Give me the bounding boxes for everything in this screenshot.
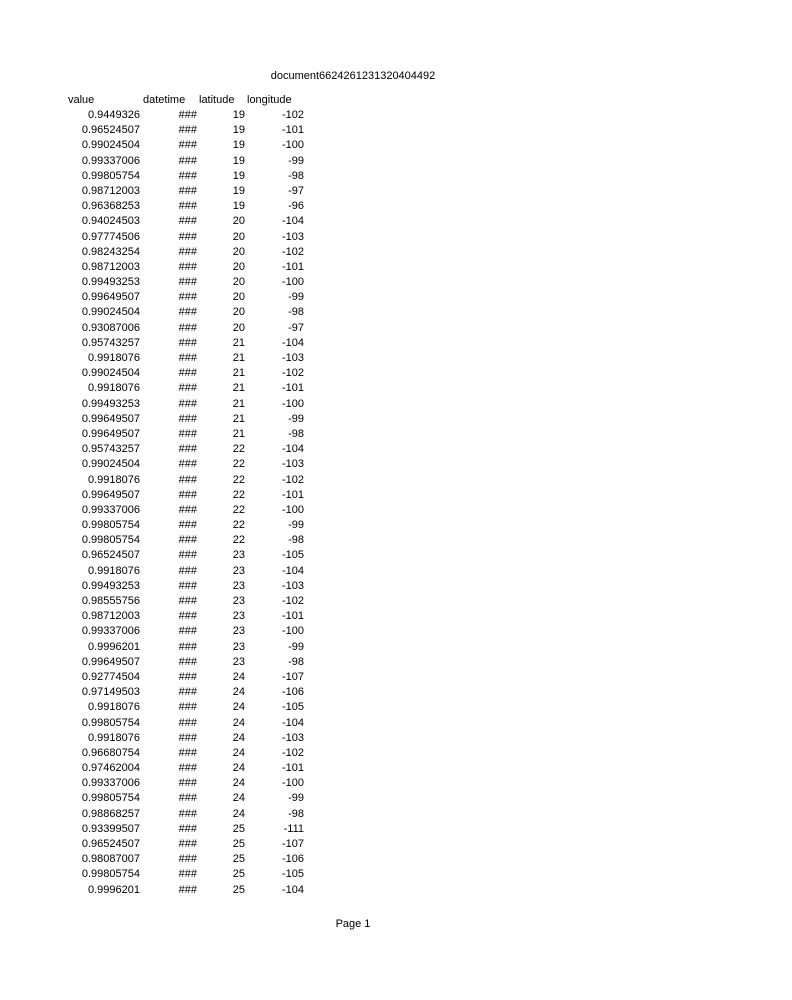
cell-latitude: 25 bbox=[232, 853, 245, 866]
cell-longitude: -98 bbox=[288, 534, 304, 547]
cell-datetime: ### bbox=[178, 488, 197, 501]
cell-longitude: -103 bbox=[281, 458, 304, 471]
cell-longitude: -106 bbox=[281, 686, 304, 699]
cell-value: 0.99493253 bbox=[81, 579, 140, 592]
table-row bbox=[0, 807, 400, 822]
cell-longitude: -98 bbox=[288, 306, 304, 319]
cell-datetime: ### bbox=[178, 883, 197, 896]
table-row bbox=[0, 442, 400, 457]
cell-value: 0.93399507 bbox=[81, 822, 140, 835]
table-row bbox=[0, 791, 400, 806]
cell-latitude: 23 bbox=[232, 655, 245, 668]
cell-datetime: ### bbox=[178, 549, 197, 562]
cell-longitude: -100 bbox=[281, 276, 304, 289]
header-datetime: datetime bbox=[143, 94, 186, 106]
cell-value: 0.9996201 bbox=[88, 883, 140, 896]
cell-latitude: 19 bbox=[232, 124, 245, 137]
cell-value: 0.99337006 bbox=[81, 777, 140, 790]
table-row bbox=[0, 427, 400, 442]
cell-longitude: -102 bbox=[281, 367, 304, 380]
table-row bbox=[0, 716, 400, 731]
cell-datetime: ### bbox=[178, 169, 197, 182]
table-row bbox=[0, 670, 400, 685]
table-row bbox=[0, 837, 400, 852]
cell-value: 0.9918076 bbox=[88, 352, 140, 364]
cell-value: 0.99649507 bbox=[81, 427, 140, 440]
cell-datetime: ### bbox=[178, 701, 197, 714]
cell-datetime: ### bbox=[178, 427, 197, 440]
cell-datetime: ### bbox=[178, 670, 197, 683]
table-row bbox=[0, 123, 400, 138]
cell-latitude: 24 bbox=[232, 716, 245, 729]
cell-longitude: -104 bbox=[281, 716, 304, 729]
cell-longitude: -99 bbox=[288, 412, 304, 425]
cell-longitude: -99 bbox=[288, 154, 304, 167]
cell-latitude: 21 bbox=[232, 367, 245, 380]
cell-value: 0.9918076 bbox=[88, 564, 140, 577]
cell-value: 0.95743257 bbox=[81, 336, 140, 349]
cell-latitude: 20 bbox=[232, 245, 245, 258]
header-value: value bbox=[68, 94, 95, 106]
table-row bbox=[0, 397, 400, 412]
table-row bbox=[0, 351, 400, 366]
cell-latitude: 20 bbox=[232, 215, 245, 228]
cell-value: 0.93087006 bbox=[81, 321, 140, 334]
table-row bbox=[0, 640, 400, 655]
cell-longitude: -96 bbox=[288, 200, 304, 213]
cell-latitude: 21 bbox=[232, 352, 245, 364]
table-row bbox=[0, 731, 400, 746]
cell-longitude: -101 bbox=[281, 610, 304, 623]
cell-value: 0.99024504 bbox=[81, 139, 140, 152]
cell-datetime: ### bbox=[178, 412, 197, 425]
cell-value: 0.96368253 bbox=[81, 200, 140, 213]
table-row bbox=[0, 488, 400, 503]
table-row bbox=[0, 290, 400, 305]
cell-latitude: 22 bbox=[232, 458, 245, 471]
table-row bbox=[0, 746, 400, 761]
cell-longitude: -97 bbox=[288, 321, 304, 334]
cell-longitude: -111 bbox=[283, 822, 304, 835]
cell-latitude: 23 bbox=[232, 564, 245, 577]
cell-datetime: ### bbox=[178, 109, 197, 121]
cell-datetime: ### bbox=[178, 579, 197, 592]
cell-longitude: -100 bbox=[281, 139, 304, 152]
cell-latitude: 23 bbox=[232, 640, 245, 653]
cell-latitude: 21 bbox=[232, 412, 245, 425]
table-row bbox=[0, 336, 400, 351]
table-row bbox=[0, 503, 400, 518]
cell-latitude: 20 bbox=[232, 306, 245, 319]
cell-longitude: -107 bbox=[281, 670, 304, 683]
table-row bbox=[0, 761, 400, 776]
cell-latitude: 19 bbox=[232, 200, 245, 213]
cell-latitude: 19 bbox=[232, 109, 245, 121]
cell-value: 0.96680754 bbox=[81, 746, 140, 759]
cell-longitude: -99 bbox=[288, 519, 304, 532]
cell-value: 0.98087007 bbox=[81, 853, 140, 866]
cell-datetime: ### bbox=[178, 230, 197, 243]
cell-latitude: 20 bbox=[232, 276, 245, 289]
cell-value: 0.98243254 bbox=[81, 245, 140, 258]
table-row bbox=[0, 473, 400, 488]
table-row bbox=[0, 214, 400, 229]
table-row bbox=[0, 199, 400, 214]
cell-longitude: -99 bbox=[288, 792, 304, 805]
document-title: document6624261231320404492 bbox=[270, 70, 436, 82]
table-row bbox=[0, 548, 400, 563]
cell-longitude: -101 bbox=[281, 260, 304, 273]
cell-latitude: 20 bbox=[232, 291, 245, 304]
cell-value: 0.99337006 bbox=[81, 625, 140, 638]
table-row bbox=[0, 564, 400, 579]
cell-longitude: -101 bbox=[281, 382, 304, 395]
cell-latitude: 20 bbox=[232, 260, 245, 273]
cell-latitude: 22 bbox=[232, 503, 245, 516]
cell-datetime: ### bbox=[178, 200, 197, 213]
cell-latitude: 19 bbox=[232, 169, 245, 182]
cell-longitude: -97 bbox=[288, 184, 304, 197]
cell-longitude: -103 bbox=[281, 230, 304, 243]
table-body bbox=[0, 108, 400, 898]
cell-longitude: -104 bbox=[281, 336, 304, 349]
cell-value: 0.92774504 bbox=[81, 670, 140, 683]
table-row bbox=[0, 260, 400, 275]
cell-longitude: -105 bbox=[281, 868, 304, 881]
table-row bbox=[0, 852, 400, 867]
cell-longitude: -101 bbox=[281, 488, 304, 501]
cell-latitude: 23 bbox=[232, 625, 245, 638]
cell-latitude: 24 bbox=[232, 670, 245, 683]
cell-longitude: -102 bbox=[281, 245, 304, 258]
cell-datetime: ### bbox=[178, 367, 197, 380]
cell-longitude: -99 bbox=[288, 640, 304, 653]
header-longitude: longitude bbox=[247, 94, 292, 106]
cell-longitude: -100 bbox=[281, 503, 304, 516]
cell-value: 0.96524507 bbox=[81, 124, 140, 137]
cell-longitude: -103 bbox=[281, 731, 304, 744]
cell-datetime: ### bbox=[178, 245, 197, 258]
cell-longitude: -103 bbox=[281, 352, 304, 364]
table-row bbox=[0, 245, 400, 260]
table-row bbox=[0, 412, 400, 427]
cell-value: 0.99493253 bbox=[81, 397, 140, 410]
cell-longitude: -100 bbox=[281, 777, 304, 790]
header-latitude: latitude bbox=[199, 94, 235, 106]
cell-datetime: ### bbox=[178, 382, 197, 395]
cell-latitude: 22 bbox=[232, 473, 245, 486]
cell-latitude: 24 bbox=[232, 701, 245, 714]
table-row bbox=[0, 776, 400, 791]
page-number: Page 1 bbox=[335, 918, 371, 930]
cell-datetime: ### bbox=[178, 534, 197, 547]
table-row bbox=[0, 685, 400, 700]
cell-longitude: -100 bbox=[281, 397, 304, 410]
cell-longitude: -98 bbox=[288, 655, 304, 668]
cell-value: 0.99337006 bbox=[81, 503, 140, 516]
cell-datetime: ### bbox=[178, 184, 197, 197]
cell-longitude: -103 bbox=[281, 579, 304, 592]
cell-latitude: 23 bbox=[232, 595, 245, 607]
table-row bbox=[0, 169, 400, 184]
cell-datetime: ### bbox=[178, 731, 197, 744]
table-row bbox=[0, 381, 400, 396]
cell-value: 0.99805754 bbox=[81, 169, 140, 182]
cell-latitude: 21 bbox=[232, 427, 245, 440]
cell-value: 0.99805754 bbox=[81, 716, 140, 729]
table-row bbox=[0, 655, 400, 670]
cell-datetime: ### bbox=[178, 762, 197, 775]
cell-longitude: -98 bbox=[288, 169, 304, 182]
cell-latitude: 21 bbox=[232, 336, 245, 349]
table-row bbox=[0, 594, 400, 609]
cell-longitude: -104 bbox=[281, 564, 304, 577]
cell-value: 0.97149503 bbox=[81, 686, 140, 699]
cell-datetime: ### bbox=[178, 473, 197, 486]
cell-latitude: 25 bbox=[232, 822, 245, 835]
table-row bbox=[0, 457, 400, 472]
cell-value: 0.9918076 bbox=[88, 701, 140, 714]
cell-longitude: -102 bbox=[281, 109, 304, 121]
table-row bbox=[0, 275, 400, 290]
cell-value: 0.97462004 bbox=[81, 762, 140, 775]
cell-value: 0.97774506 bbox=[81, 230, 140, 243]
cell-latitude: 21 bbox=[232, 397, 245, 410]
cell-longitude: -105 bbox=[281, 549, 304, 562]
cell-latitude: 24 bbox=[232, 731, 245, 744]
cell-value: 0.99493253 bbox=[81, 276, 140, 289]
cell-datetime: ### bbox=[178, 625, 197, 638]
cell-datetime: ### bbox=[178, 139, 197, 152]
cell-latitude: 24 bbox=[232, 792, 245, 805]
cell-longitude: -102 bbox=[281, 473, 304, 486]
cell-value: 0.98712003 bbox=[81, 184, 140, 197]
cell-value: 0.99805754 bbox=[81, 868, 140, 881]
cell-longitude: -105 bbox=[281, 701, 304, 714]
cell-latitude: 20 bbox=[232, 230, 245, 243]
cell-latitude: 23 bbox=[232, 579, 245, 592]
cell-longitude: -101 bbox=[281, 124, 304, 137]
cell-value: 0.99024504 bbox=[81, 367, 140, 380]
cell-datetime: ### bbox=[178, 215, 197, 228]
cell-longitude: -107 bbox=[281, 838, 304, 850]
cell-value: 0.99805754 bbox=[81, 519, 140, 532]
cell-datetime: ### bbox=[178, 124, 197, 137]
cell-value: 0.98868257 bbox=[81, 807, 140, 820]
cell-latitude: 20 bbox=[232, 321, 245, 334]
cell-value: 0.99649507 bbox=[81, 291, 140, 304]
cell-datetime: ### bbox=[178, 792, 197, 805]
cell-latitude: 24 bbox=[232, 762, 245, 775]
cell-longitude: -104 bbox=[281, 443, 304, 456]
cell-datetime: ### bbox=[178, 291, 197, 304]
table-row bbox=[0, 609, 400, 624]
cell-datetime: ### bbox=[178, 336, 197, 349]
table-row bbox=[0, 154, 400, 169]
table-row bbox=[0, 305, 400, 320]
table-row bbox=[0, 700, 400, 715]
cell-latitude: 19 bbox=[232, 139, 245, 152]
cell-longitude: -102 bbox=[281, 746, 304, 759]
cell-datetime: ### bbox=[178, 853, 197, 866]
cell-value: 0.99337006 bbox=[81, 154, 140, 167]
cell-datetime: ### bbox=[178, 397, 197, 410]
table-row bbox=[0, 108, 400, 123]
cell-datetime: ### bbox=[178, 777, 197, 790]
cell-value: 0.99649507 bbox=[81, 412, 140, 425]
cell-value: 0.94024503 bbox=[81, 215, 140, 228]
cell-value: 0.9918076 bbox=[88, 473, 140, 486]
cell-longitude: -98 bbox=[288, 427, 304, 440]
cell-latitude: 24 bbox=[232, 777, 245, 790]
cell-longitude: -106 bbox=[281, 853, 304, 866]
cell-datetime: ### bbox=[178, 503, 197, 516]
cell-longitude: -99 bbox=[288, 291, 304, 304]
cell-longitude: -101 bbox=[281, 762, 304, 775]
cell-latitude: 22 bbox=[232, 519, 245, 532]
cell-longitude: -104 bbox=[281, 215, 304, 228]
cell-value: 0.98555756 bbox=[81, 595, 140, 607]
cell-value: 0.99649507 bbox=[81, 655, 140, 668]
cell-datetime: ### bbox=[178, 686, 197, 699]
cell-value: 0.9918076 bbox=[88, 382, 140, 395]
cell-datetime: ### bbox=[178, 838, 197, 850]
cell-datetime: ### bbox=[178, 458, 197, 471]
cell-datetime: ### bbox=[178, 716, 197, 729]
cell-value: 0.99024504 bbox=[81, 458, 140, 471]
cell-datetime: ### bbox=[178, 746, 197, 759]
cell-datetime: ### bbox=[178, 640, 197, 653]
cell-datetime: ### bbox=[178, 443, 197, 456]
cell-datetime: ### bbox=[178, 154, 197, 167]
cell-longitude: -104 bbox=[281, 883, 304, 896]
cell-datetime: ### bbox=[178, 564, 197, 577]
cell-datetime: ### bbox=[178, 868, 197, 881]
cell-value: 0.95743257 bbox=[81, 443, 140, 456]
cell-value: 0.96524507 bbox=[81, 838, 140, 850]
table-row bbox=[0, 518, 400, 533]
cell-value: 0.99024504 bbox=[81, 306, 140, 319]
cell-latitude: 23 bbox=[232, 549, 245, 562]
cell-datetime: ### bbox=[178, 807, 197, 820]
cell-latitude: 22 bbox=[232, 443, 245, 456]
cell-datetime: ### bbox=[178, 655, 197, 668]
table-row bbox=[0, 867, 400, 882]
table-row bbox=[0, 579, 400, 594]
cell-longitude: -100 bbox=[281, 625, 304, 638]
cell-datetime: ### bbox=[178, 822, 197, 835]
cell-value: 0.9996201 bbox=[88, 640, 140, 653]
cell-longitude: -102 bbox=[281, 595, 304, 607]
cell-latitude: 21 bbox=[232, 382, 245, 395]
table-row bbox=[0, 883, 400, 898]
cell-latitude: 25 bbox=[232, 883, 245, 896]
cell-value: 0.9918076 bbox=[88, 731, 140, 744]
cell-datetime: ### bbox=[178, 519, 197, 532]
cell-latitude: 22 bbox=[232, 534, 245, 547]
cell-datetime: ### bbox=[178, 352, 197, 364]
cell-latitude: 19 bbox=[232, 154, 245, 167]
cell-value: 0.99805754 bbox=[81, 534, 140, 547]
cell-value: 0.99649507 bbox=[81, 488, 140, 501]
cell-datetime: ### bbox=[178, 321, 197, 334]
cell-latitude: 22 bbox=[232, 488, 245, 501]
cell-datetime: ### bbox=[178, 306, 197, 319]
cell-value: 0.99805754 bbox=[81, 792, 140, 805]
table-row bbox=[0, 624, 400, 639]
cell-datetime: ### bbox=[178, 276, 197, 289]
table-row bbox=[0, 138, 400, 153]
table-row bbox=[0, 184, 400, 199]
cell-value: 0.98712003 bbox=[81, 610, 140, 623]
cell-longitude: -98 bbox=[288, 807, 304, 820]
cell-latitude: 25 bbox=[232, 838, 245, 850]
cell-latitude: 24 bbox=[232, 746, 245, 759]
cell-latitude: 24 bbox=[232, 807, 245, 820]
table-row bbox=[0, 533, 400, 548]
cell-latitude: 25 bbox=[232, 868, 245, 881]
table-row bbox=[0, 822, 400, 837]
table-row bbox=[0, 321, 400, 336]
cell-value: 0.96524507 bbox=[81, 549, 140, 562]
table-row bbox=[0, 366, 400, 381]
cell-value: 0.9449326 bbox=[88, 109, 140, 121]
cell-latitude: 24 bbox=[232, 686, 245, 699]
cell-latitude: 19 bbox=[232, 184, 245, 197]
cell-datetime: ### bbox=[178, 610, 197, 623]
cell-datetime: ### bbox=[178, 260, 197, 273]
cell-datetime: ### bbox=[178, 595, 197, 607]
cell-value: 0.98712003 bbox=[81, 260, 140, 273]
table-row bbox=[0, 230, 400, 245]
cell-latitude: 23 bbox=[232, 610, 245, 623]
